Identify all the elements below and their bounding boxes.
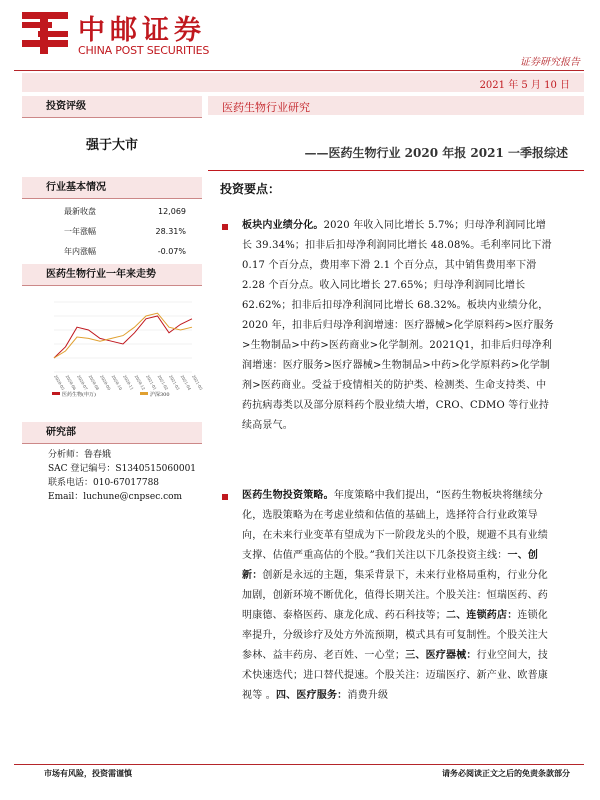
paragraph-heading: 板块内业绩分化。 [242,220,324,231]
basics-row [22,242,202,262]
basics-key: 一年涨幅 [64,227,96,236]
legend-label-b: 沪深300 [150,392,170,398]
basics-row [22,202,202,222]
bullet-icon [222,494,228,500]
x-tick-label: 2020-07 [76,374,89,391]
series-line-2 [54,313,192,358]
brand-name-en: CHINA POST SECURITIES [78,44,210,57]
legend-label-a: 医药生物(申万) [62,392,96,398]
report-type-label: 证券研究报告 [520,57,580,68]
basics-key: 年内涨幅 [64,247,96,256]
theme-heading-innovation: 一、创新： [242,550,539,581]
bullet-icon [222,224,228,230]
basics-value: -0.07% [157,247,186,256]
brand-name-cn: 中邮证券 [78,15,206,46]
basics-value: 12,069 [158,207,186,216]
x-tick-label: 2021-03 [168,374,181,391]
x-tick-label: 2020-11 [122,374,135,391]
x-tick-label: 2020-10 [110,374,124,391]
sector-title: 医药生物行业研究 [222,101,310,114]
subtitle-divider [208,170,584,171]
industry-basics-header: 行业基本情况 [22,177,202,199]
theme-body-services: 消费升级 [347,690,389,701]
x-tick-label: 2020-06 [64,374,78,391]
x-tick-label: 2021-01 [145,374,158,391]
analyst-name: 分析师：鲁春娥 [48,450,112,460]
basics-key: 最新收盘 [64,207,96,216]
report-subtitle: ——医药生物行业 2020 年报 2021 一季报综述 [304,146,568,160]
china-post-logo [20,8,70,56]
sac-number: SAC 登记编号：S1340515060001 [48,464,197,474]
paragraph-body: 年度策略中我们提出，“医药生物板块将继续分化，选股策略为在考虑业绩和估值的基础上，选择符合行业政策导向，在未来行业变革有望成为下一阶段龙头的个股，规避不具有业绩支撑、估值严重高估的个股。”我们关注以下几条投资主线： [242,490,548,561]
x-tick-label: 2021-02 [156,374,170,391]
legend-swatch-b [140,392,148,395]
basics-value: 28.31% [155,227,186,236]
x-tick-label: 2020-12 [133,374,147,391]
report-date: 2021 年 5 月 10 日 [479,80,570,91]
x-tick-label: 2020-05 [53,374,66,391]
key-points-title: 投资要点： [220,182,281,196]
series-line-1 [54,316,192,358]
header-divider [14,70,584,71]
paragraph-heading: 医药生物投资策略。 [242,490,334,501]
theme-body-pharmacy: 连锁化率提升，分级诊疗及处方外流预期，模式具有可复制性。个股关注大参林、益丰药房、老百姓、一心堂； [242,610,549,661]
paragraph-strategy [242,486,554,706]
x-tick-label: 2021-05 [191,374,204,391]
footer-divider [14,764,584,765]
theme-body-innovation: 创新是永远的主题，集采背景下，未来行业格局重构，行业分化加剧，创新环境不断优化，值得长期关注。个股关注：恒瑞医药、药明康德、泰格医药、康龙化成、药石科技等； [242,570,549,621]
x-tick-label: 2020-08 [87,374,101,391]
x-tick-label: 2021-04 [179,374,193,391]
legend-swatch-a [52,392,60,395]
basics-row [22,222,202,242]
contact-email[interactable]: Email：luchune@cnpsec.com [48,492,183,502]
paragraph-body: 2020 年收入同比增长 5.7%；归母净利润同比增长 39.34%；扣非后扣母净利润同比增长 48.08%。毛利率同比下滑 0.17 个百分点，费用率下滑 2.1 个百分点，其中销售费用率下滑 2.28 个百分点。收入同比增长 27.65%；归母净利润同比增长 62.62%；扣非后扣母净利润同比增长 68.32%。板块内业绩分化，2020 年，扣非后归母净利润增速：医疗器械>化学原料药>医疗服务>生物制品>中药>医药商业>化学制剂。2021Q1，扣非后归母净利润增速：医疗服务>医疗器械>生物制品>中药>化学原料药>化学制剂>医药商业。受益于疫情相关的防护类、检测类、生命支持类、中药抗病毒类以及部分原料药个股业绩大增，CRO、CDMO 等行业持续高景气。 [242,220,554,431]
trend-chart [48,294,204,404]
trend-chart-header: 医药生物行业一年来走势 [22,264,202,286]
theme-heading-services: 四、医疗服务： [275,690,348,701]
x-tick-label: 2020-09 [99,374,112,391]
paragraph-performance [242,216,554,436]
rating-value: 强于大市 [85,138,138,153]
footer-disclaimer: 请务必阅读正文之后的免责条款部分 [442,768,570,778]
research-dept-header: 研究部 [22,422,202,444]
rating-header: 投资评级 [22,96,202,118]
theme-heading-pharmacy: 二、连锁药店： [446,610,518,621]
footer-risk-note: 市场有风险，投资需谨慎 [44,768,132,778]
theme-heading-devices: 三、医疗器械： [405,650,477,661]
theme-body-devices: 行业空间大，技术快速迭代；进口替代提速。个股关注：迈瑞医疗、新产业、欧普康视等 。 [242,650,549,701]
contact-phone: 联系电话：010-67017788 [48,478,160,488]
